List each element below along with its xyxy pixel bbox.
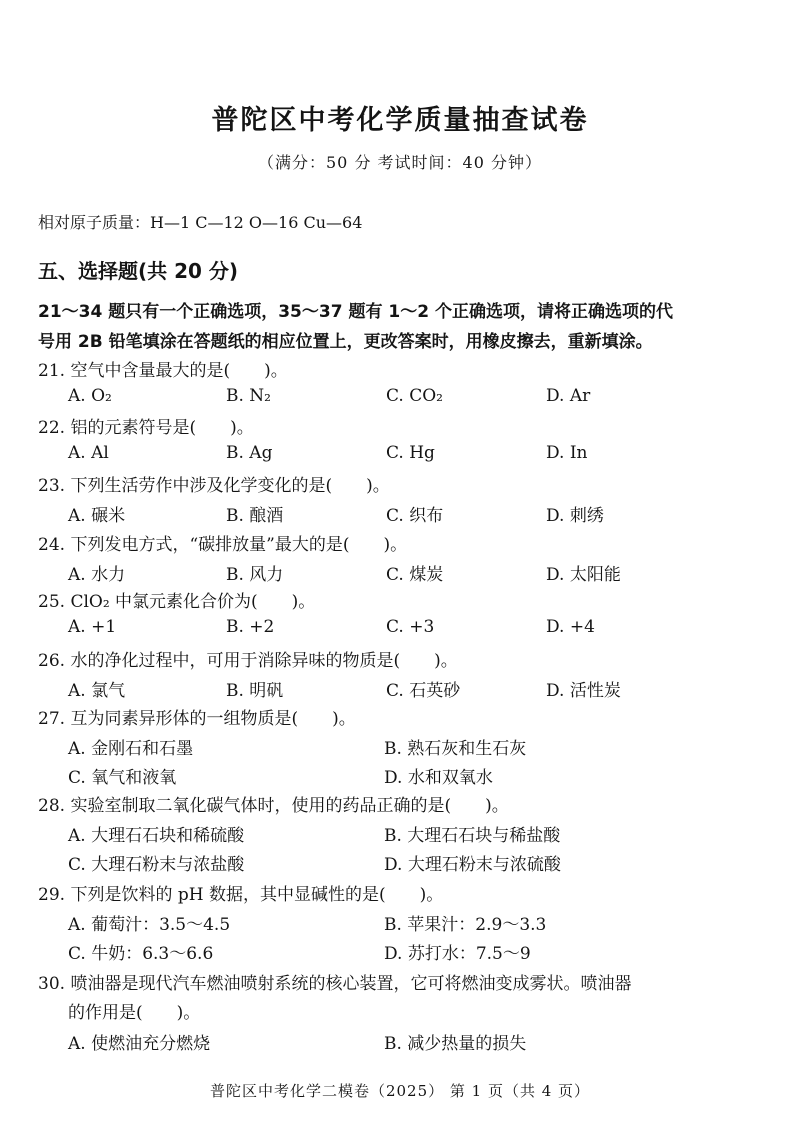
option-d: D. Ar	[546, 386, 591, 406]
question-stem: 29. 下列是饮料的 pH 数据，其中显碱性的是( )。	[38, 885, 444, 905]
option-b: B. 熟石灰和生石灰	[384, 739, 527, 759]
option-c: C. 织布	[386, 506, 444, 526]
question-26	[38, 646, 778, 704]
option-a: A. 葡萄汁：3.5～4.5	[68, 915, 231, 935]
option-a: A. 使燃油充分燃烧	[68, 1034, 211, 1054]
question-stem: 22. 铝的元素符号是( )。	[38, 418, 254, 438]
option-d: D. In	[546, 443, 588, 463]
question-stem: 27. 互为同素异形体的一组物质是( )。	[38, 709, 356, 729]
option-b: B. 减少热量的损失	[384, 1034, 527, 1054]
option-d: D. 大理石粉末与浓硫酸	[384, 855, 561, 875]
question-27	[38, 704, 778, 791]
question-stem: 25. ClO₂ 中氯元素化合价为( )。	[38, 592, 316, 612]
exam-info: （满分：50 分 考试时间：40 分钟）	[258, 153, 542, 172]
question-stem: 26. 水的净化过程中，可用于消除异味的物质是( )。	[38, 651, 458, 671]
page-title: 普陀区中考化学质量抽查试卷	[211, 105, 589, 136]
option-b: B. 酿酒	[226, 506, 284, 526]
question-30	[38, 969, 778, 1057]
question-stem: 24. 下列发电方式，“碳排放量”最大的是( )。	[38, 535, 408, 555]
question-21	[38, 356, 778, 414]
option-b: B. N₂	[226, 386, 271, 406]
question-stem: 23. 下列生活劳作中涉及化学变化的是( )。	[38, 476, 390, 496]
option-b: B. 大理石石块与稀盐酸	[384, 826, 561, 846]
option-c: C. 氧气和液氧	[68, 768, 177, 788]
question-25	[38, 587, 778, 645]
option-c: C. 煤炭	[386, 565, 444, 585]
option-a: A. 碾米	[68, 506, 126, 526]
instruction-line: 21～34 题只有一个正确选项，35～37 题有 1～2 个正确选项，请将正确选项的代	[38, 302, 673, 322]
option-c: C. 大理石粉末与浓盐酸	[68, 855, 245, 875]
option-b: B. Ag	[226, 443, 273, 463]
option-a: A. O₂	[68, 386, 112, 406]
instructions	[38, 297, 768, 357]
option-c: C. +3	[386, 617, 435, 637]
option-a: A. 氯气	[68, 681, 126, 701]
option-b: B. 苹果汁：2.9～3.3	[384, 915, 547, 935]
option-c: C. CO₂	[386, 386, 443, 406]
option-c: C. 石英砂	[386, 681, 461, 701]
option-a: A. 金刚石和石墨	[68, 739, 194, 759]
question-23	[38, 471, 778, 529]
option-d: D. +4	[546, 617, 595, 637]
question-stem: 30. 喷油器是现代汽车燃油喷射系统的核心装置，它可将燃油变成雾状。喷油器	[38, 974, 632, 994]
option-b: B. 明矾	[226, 681, 284, 701]
option-b: B. +2	[226, 617, 275, 637]
question-stem: 21. 空气中含量最大的是( )。	[38, 361, 288, 381]
option-a: A. Al	[68, 443, 109, 463]
section-title: 五、选择题(共 20 分)	[38, 259, 239, 283]
question-29	[38, 880, 778, 967]
option-d: D. 苏打水：7.5～9	[384, 944, 531, 964]
question-24	[38, 530, 778, 588]
option-a: A. 水力	[68, 565, 126, 585]
instruction-line: 号用 2B 铅笔填涂在答题纸的相应位置上，更改答案时，用橡皮擦去，重新填涂。	[38, 332, 653, 352]
option-d: D. 活性炭	[546, 681, 621, 701]
page-footer: 普陀区中考化学二模卷（2025） 第 1 页（共 4 页）	[209, 1082, 591, 1100]
option-d: D. 刺绣	[546, 506, 604, 526]
atomic-masses: 相对原子质量：H—1 C—12 O—16 Cu—64	[38, 213, 363, 232]
option-d: D. 水和双氧水	[384, 768, 493, 788]
option-c: C. Hg	[386, 443, 435, 463]
option-c: C. 牛奶：6.3～6.6	[68, 944, 214, 964]
question-22	[38, 413, 778, 471]
question-stem-continued: 的作用是( )。	[68, 1003, 201, 1023]
option-a: A. +1	[68, 617, 117, 637]
option-a: A. 大理石石块和稀硫酸	[68, 826, 245, 846]
option-b: B. 风力	[226, 565, 284, 585]
option-d: D. 太阳能	[546, 565, 621, 585]
question-28	[38, 791, 778, 878]
question-stem: 28. 实验室制取二氧化碳气体时，使用的药品正确的是( )。	[38, 796, 509, 816]
